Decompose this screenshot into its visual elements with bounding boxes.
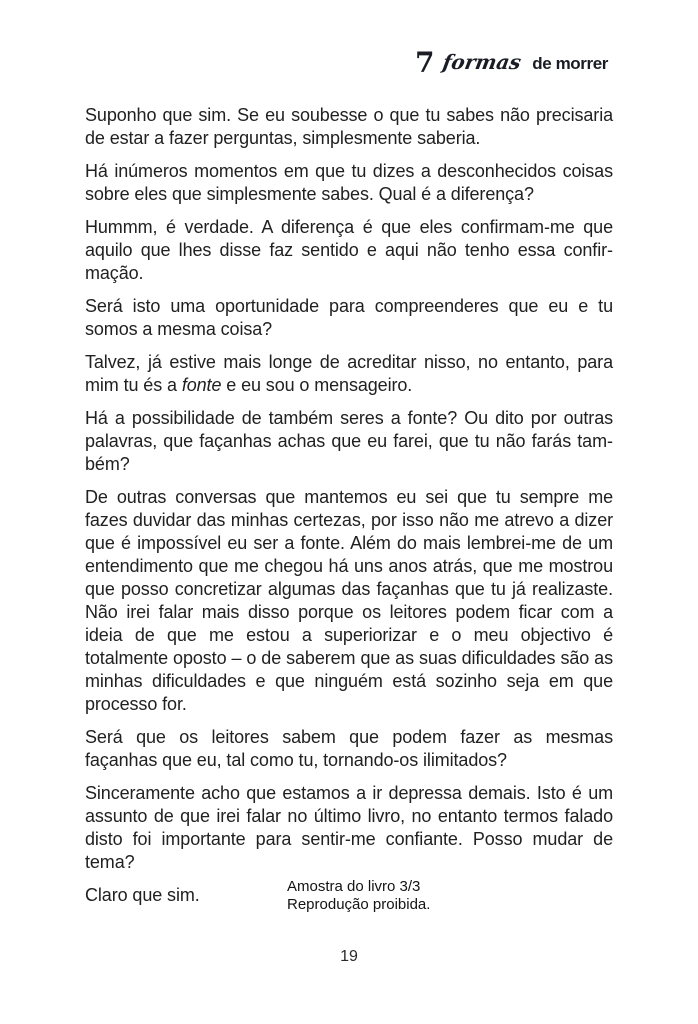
paragraph-6: Há a possibilidade de também seres a fonte? Ou dito por outras palavras, que façanhas achas que eu farei, que tu não farás também? <box>85 408 613 474</box>
paragraph-5-pre: Talvez, já estive mais longe de acreditar nisso, no entanto, para mim tu és a <box>85 352 613 395</box>
watermark-line-2: Reprodução proibida. <box>287 896 431 913</box>
paragraph-5-post: e eu sou o mensageiro. <box>221 375 413 395</box>
watermark-line-1: Amostra do livro 3/3 <box>287 878 421 895</box>
paragraph-4: Será isto uma oportunidade para compreenderes que eu e tu somos a mesma coisa? <box>85 296 613 339</box>
page-number: 19 <box>340 948 358 965</box>
page-body <box>85 104 613 907</box>
header-script-word: formas <box>440 50 523 74</box>
paragraph-8: Será que os leitores sabem que podem fazer as mesmas façanhas que eu, tal como tu, tornando-os ilimitados? <box>85 727 613 770</box>
paragraph-5 <box>85 351 613 397</box>
running-head <box>85 46 608 79</box>
paragraph-10: Claro que sim. <box>85 885 200 905</box>
header-numeral: 7 <box>414 46 435 79</box>
paragraph-1: Suponho que sim. Se eu soubesse o que tu sabes não precisaria de estar a fazer perguntas, simplesmente saberia. <box>85 105 613 148</box>
header-title-rest: de morrer <box>532 54 608 73</box>
paragraph-2: Há inúmeros momentos em que tu dizes a desconhecidos coisas sobre eles que simplesmente sabes. Qual é a diferença? <box>85 161 613 204</box>
paragraph-9: Sinceramente acho que estamos a ir depressa demais. Isto é um assunto de que irei falar no último livro, no entanto termos falado disto foi importante para sentir-me confiante. Posso mudar de tema? <box>85 783 613 872</box>
paragraph-7: De outras conversas que mantemos eu sei que tu sempre me fazes duvidar das minhas certezas, por isso não me atrevo a dizer que é impossível eu ser a fonte. Além do mais lembrei-me de um entendimento que me chegou há uns anos atrás, que me mostrou que posso concretizar algumas das façanhas que tu já realizaste. Não irei falar mais disso porque os leitores podem ficar com a ideia de que me estou a superiorizar e o meu objectivo é totalmente oposto – o de saberem que as suas dificuldades são as minhas dificuldades e que ninguém está sozinho seja em que processo for. <box>85 487 613 714</box>
paragraph-3: Hummm, é verdade. A diferença é que eles confirmam-me que aquilo que lhes disse faz sentido e aqui não tenho essa confirmação. <box>85 217 613 283</box>
sample-watermark <box>287 878 430 914</box>
italic-word-fonte: fonte <box>181 375 222 395</box>
